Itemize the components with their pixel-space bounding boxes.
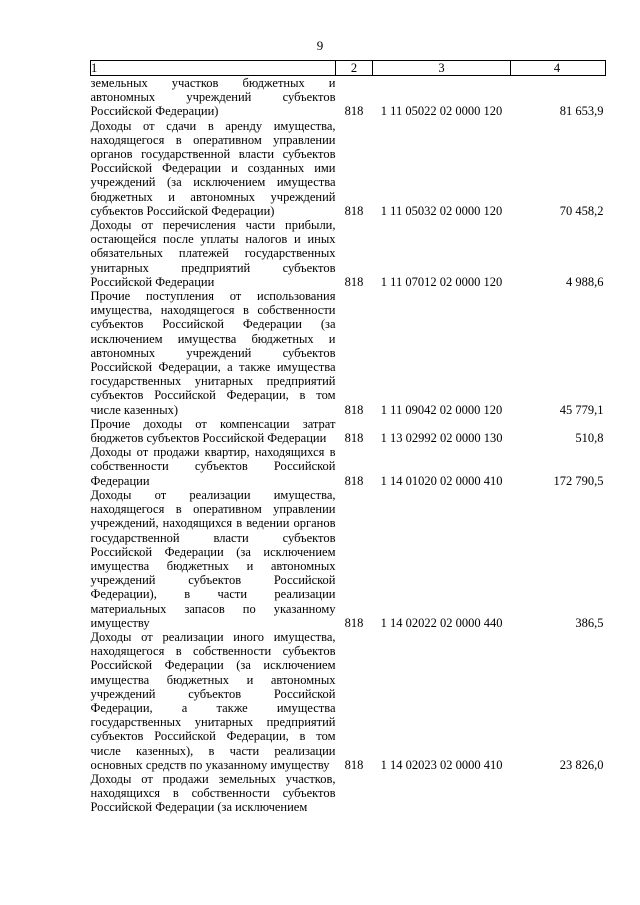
budget-classification-code: 1 14 02022 02 0000 440 — [380, 615, 503, 630]
revenue-name: Доходы от реализации имущества, находящегося в оперативном управлении учреждений, находящихся в ведении органов государственной власти субъектов Российской Федерации (за исключением имущества бюджетных и автономных учреждений субъектов Российской Федерации), в части реализации материальных запасов по указанному имуществу — [90, 487, 336, 630]
table-row — [91, 76, 606, 119]
budget-classification-code: 1 14 02023 02 0000 410 — [380, 757, 503, 772]
amount: 23 826,0 — [559, 757, 604, 772]
amount: 510,8 — [575, 431, 604, 446]
revenue-name: Доходы от сдачи в аренду имущества, находящегося в оперативном управлении органов государственной власти субъектов Российской Федерации и созданных ими учреждений (за исключением имущества бюджетных и автономных учреждений субъектов Российской Федерации) — [90, 118, 336, 218]
budget-classification-code: 1 14 01020 02 0000 410 — [380, 473, 503, 488]
table-row — [91, 417, 606, 445]
table-row — [91, 445, 606, 488]
admin-code: 818 — [344, 757, 364, 772]
admin-code — [336, 772, 373, 815]
table-row — [91, 488, 606, 630]
table-row — [91, 119, 606, 218]
column-header-3: 3 — [373, 61, 511, 76]
amount: 81 653,9 — [559, 104, 604, 119]
page-number: 9 — [316, 38, 324, 53]
revenue-name: Доходы от продажи земельных участков, находящихся в собственности субъектов Российской Федерации (за исключением — [90, 771, 336, 815]
column-header-4: 4 — [511, 61, 606, 76]
amount: 386,5 — [575, 615, 604, 630]
budget-classification-code: 1 11 07012 02 0000 120 — [380, 274, 503, 289]
revenue-name: Прочие поступления от использования имущества, находящегося в собственности субъектов Российской Федерации (за исключением имущества бюджетных и автономных учреждений субъектов Российской Федерации, а также имущества государственных унитарных предприятий субъектов Российской Федерации, в том числе казенных) — [90, 289, 336, 417]
admin-code: 818 — [344, 104, 364, 119]
table-row — [91, 772, 606, 815]
amount: 70 458,2 — [559, 203, 604, 218]
amount: 172 790,5 — [553, 473, 604, 488]
amount: 4 988,6 — [566, 274, 604, 289]
budget-classification-code: 1 11 05032 02 0000 120 — [380, 203, 503, 218]
admin-code: 818 — [344, 615, 364, 630]
column-header-2: 2 — [336, 61, 373, 76]
revenue-name: земельных участков бюджетных и автономных учреждений субъектов Российской Федерации) — [90, 76, 336, 119]
admin-code: 818 — [344, 203, 364, 218]
budget-classification-code: 1 11 09042 02 0000 120 — [380, 402, 503, 417]
admin-code: 818 — [344, 274, 364, 289]
column-header-1: 1 — [91, 61, 336, 76]
budget-classification-code — [373, 772, 511, 815]
budget-classification-code: 1 11 05022 02 0000 120 — [380, 104, 503, 119]
table-row — [91, 630, 606, 772]
table-row — [91, 218, 606, 289]
budget-classification-code: 1 13 02992 02 0000 130 — [380, 431, 503, 446]
revenue-table — [90, 60, 606, 815]
amount — [511, 772, 606, 815]
admin-code: 818 — [344, 473, 364, 488]
table-row — [91, 289, 606, 417]
amount: 45 779,1 — [559, 402, 604, 417]
admin-code: 818 — [344, 402, 364, 417]
revenue-name: Доходы от перечисления части прибыли, остающейся после уплаты налогов и иных обязательных платежей государственных унитарных предприятий субъектов Российской Федерации — [90, 218, 336, 289]
revenue-name: Доходы от продажи квартир, находящихся в собственности субъектов Российской Федерации — [90, 445, 336, 488]
column-number-header — [91, 61, 606, 76]
revenue-name: Доходы от реализации иного имущества, находящегося в собственности субъектов Российской Федерации (за исключением имущества бюджетных и автономных учреждений субъектов Российской Федерации, а также имущества государственных унитарных предприятий субъектов Российской Федерации, в том числе казенных), в части реализации основных средств по указанному имуществу — [90, 629, 336, 772]
revenue-name: Прочие доходы от компенсации затрат бюджетов субъектов Российской Федерации — [90, 416, 336, 446]
admin-code: 818 — [344, 431, 364, 446]
